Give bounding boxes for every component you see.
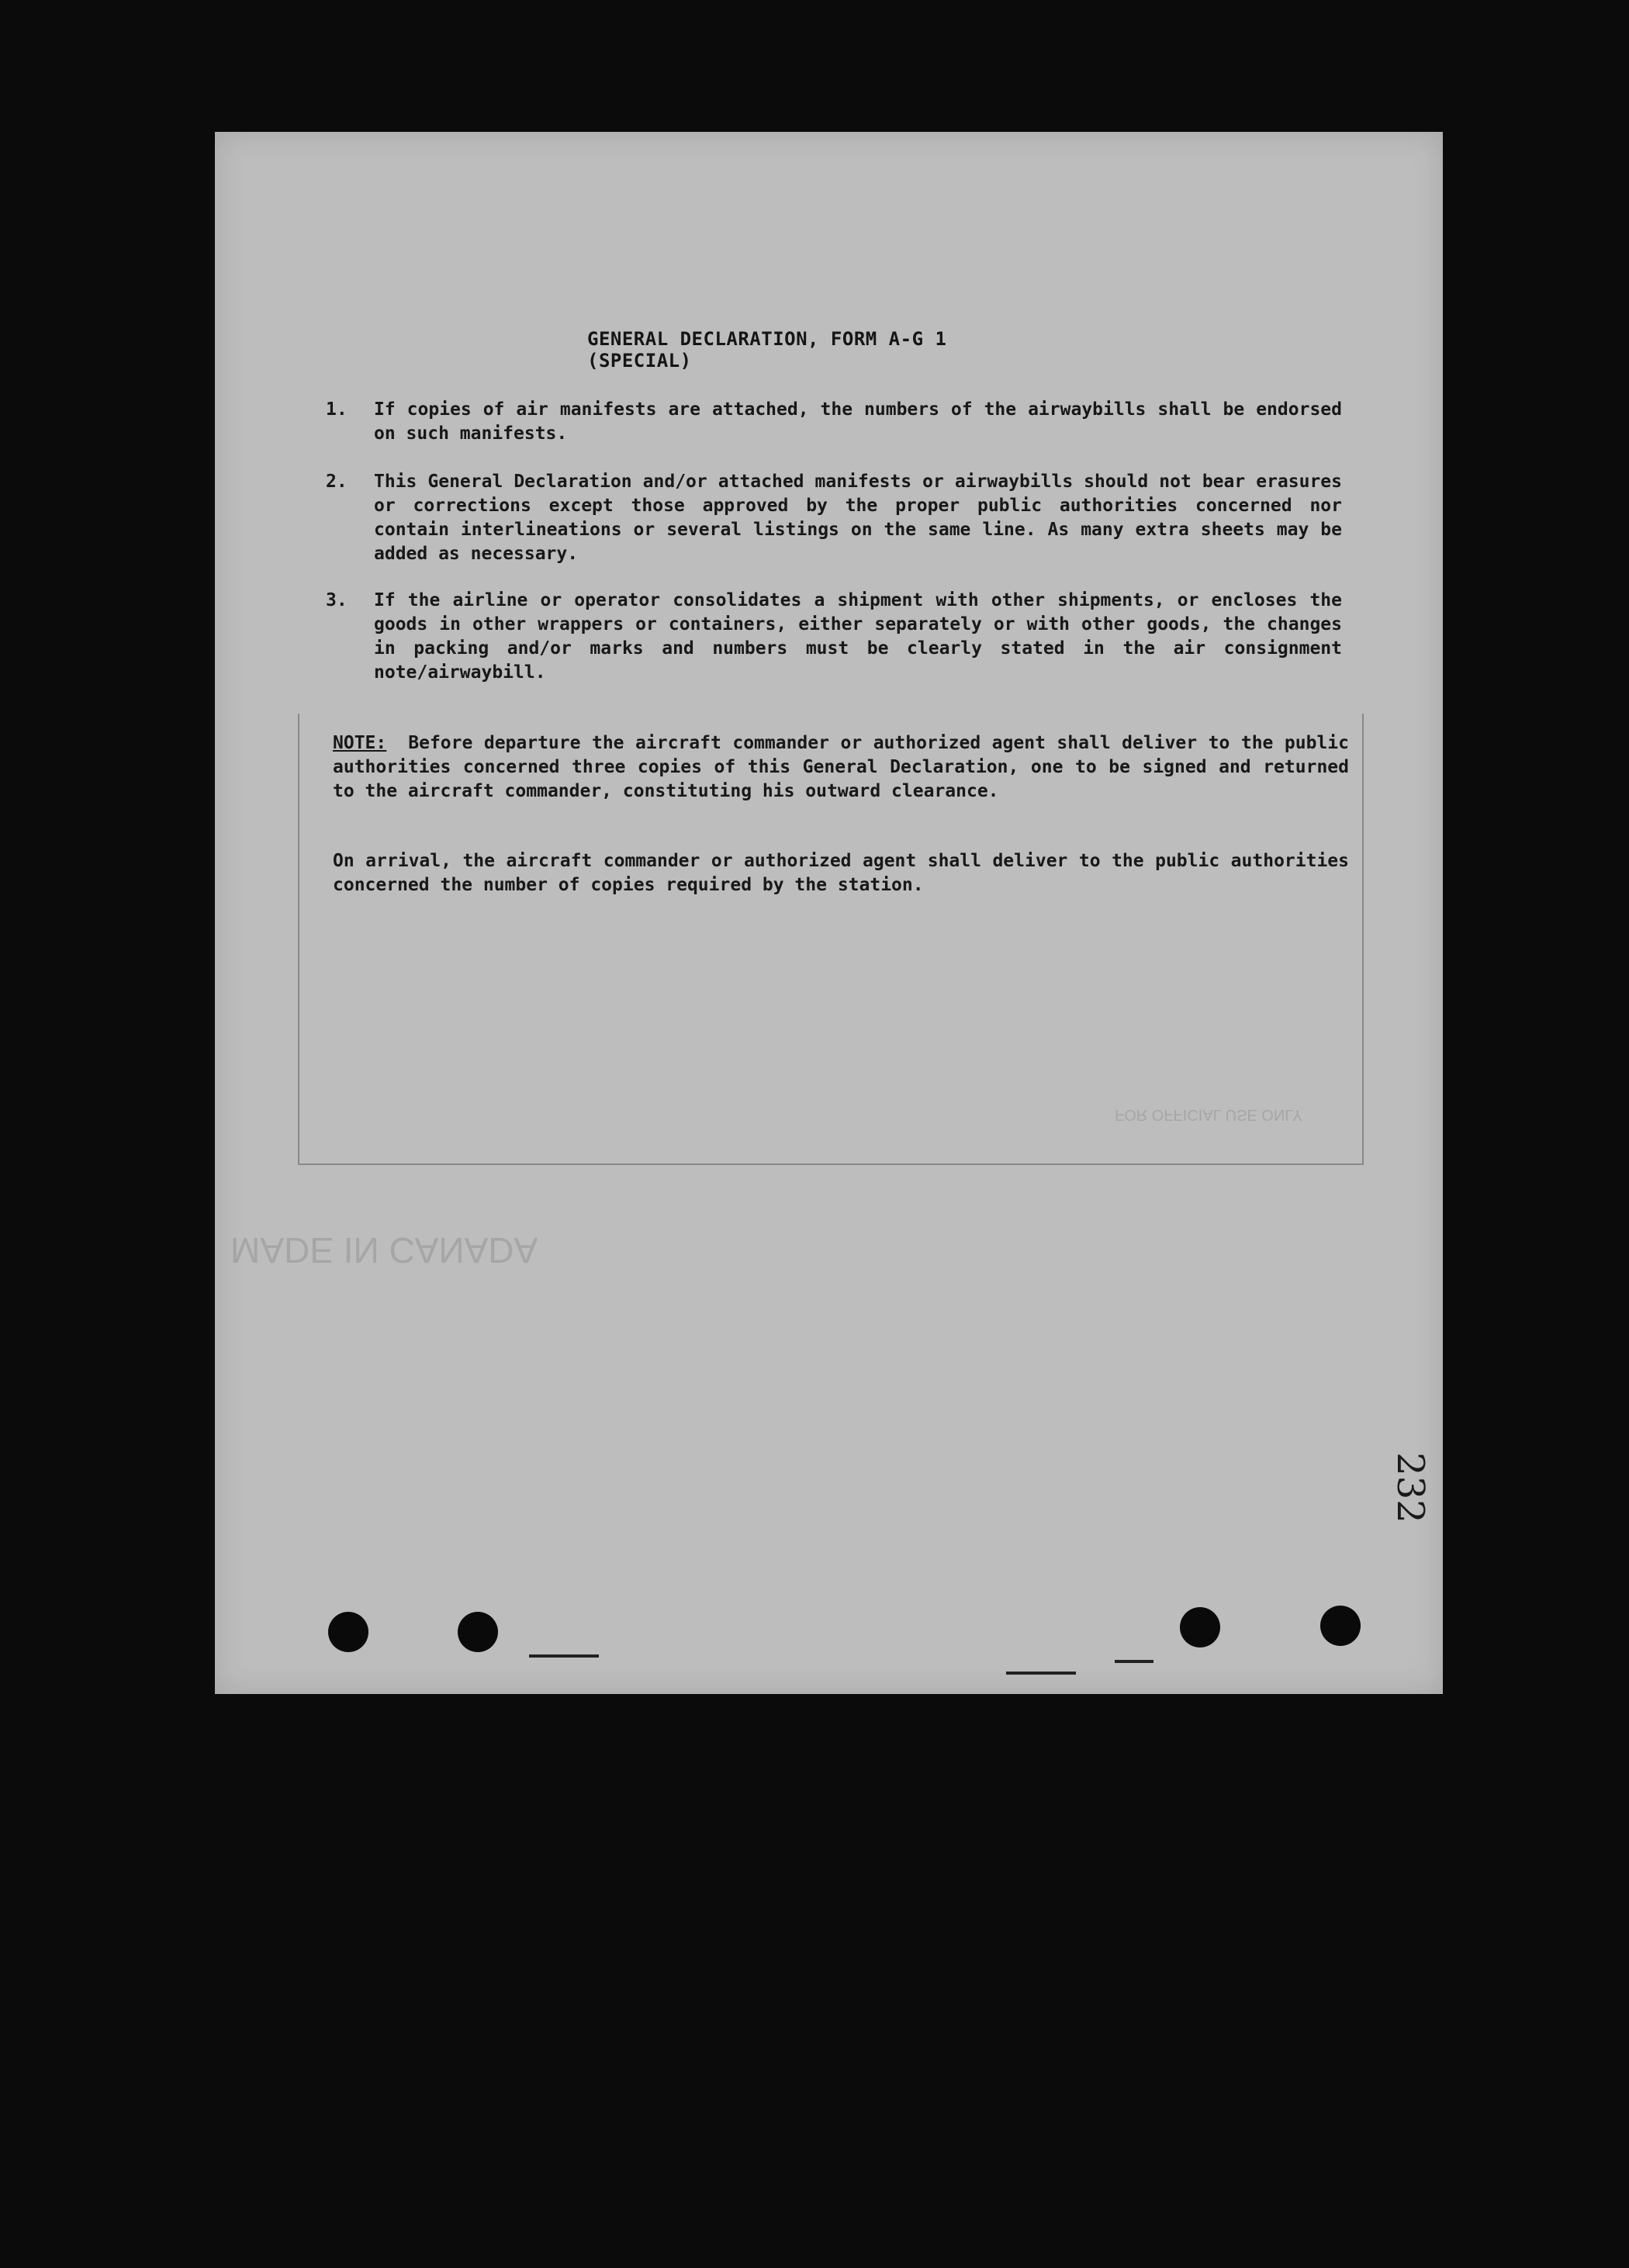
bleed-through-official-use: FOR OFFICIAL USE ONLY [1115,1106,1303,1123]
item-number: 1. [326,399,348,420]
punch-hole-icon [1180,1607,1220,1647]
handwritten-page-number: 232 [1388,1452,1432,1523]
bleed-through-made-in: MADE IN CANADA [230,1230,538,1271]
list-item [326,398,1342,446]
item-text: If copies of air manifests are attached, the numbers of the airwaybills shall be endorsed on such manifests. [374,399,1342,444]
scan-mark [529,1654,599,1658]
note-label: NOTE: [333,733,387,753]
punch-hole-icon [458,1612,498,1652]
document-page [215,132,1443,1694]
item-text: If the airline or operator consolidates a shipment with other shipments, or encloses the goods in other wrappers or containers, either separately or with other goods, the changes in packing and/or marks and numbers must be clearly stated in the air consignment note/airwaybill. [374,590,1342,683]
list-item [326,589,1342,685]
item-number: 2. [326,472,348,492]
scan-mark [1006,1672,1076,1675]
item-number: 3. [326,590,348,610]
page-title: GENERAL DECLARATION, FORM A-G 1 (SPECIAL) [587,328,947,372]
item-text: This General Declaration and/or attached manifests or airwaybills should not bear erasures or corrections except those approved by the proper public authorities concerned nor contain interlineations or several listings on the same line. As many extra sheets may be added as necessary. [374,472,1342,564]
note-paragraph-1 [333,731,1349,804]
list-item [326,470,1342,566]
scan-mark [1115,1660,1153,1663]
punch-hole-icon [1320,1606,1361,1646]
note-text-1: Before departure the aircraft commander or authorized agent shall deliver to the public authorities concerned three copies of this General Declaration, one to be signed and returned to the aircraft commander, constituting his outward clearance. [333,733,1349,801]
punch-hole-icon [328,1612,368,1652]
note-paragraph-2: On arrival, the aircraft commander or authorized agent shall deliver to the public authorities concerned the number of copies required by the station. [333,851,1349,895]
